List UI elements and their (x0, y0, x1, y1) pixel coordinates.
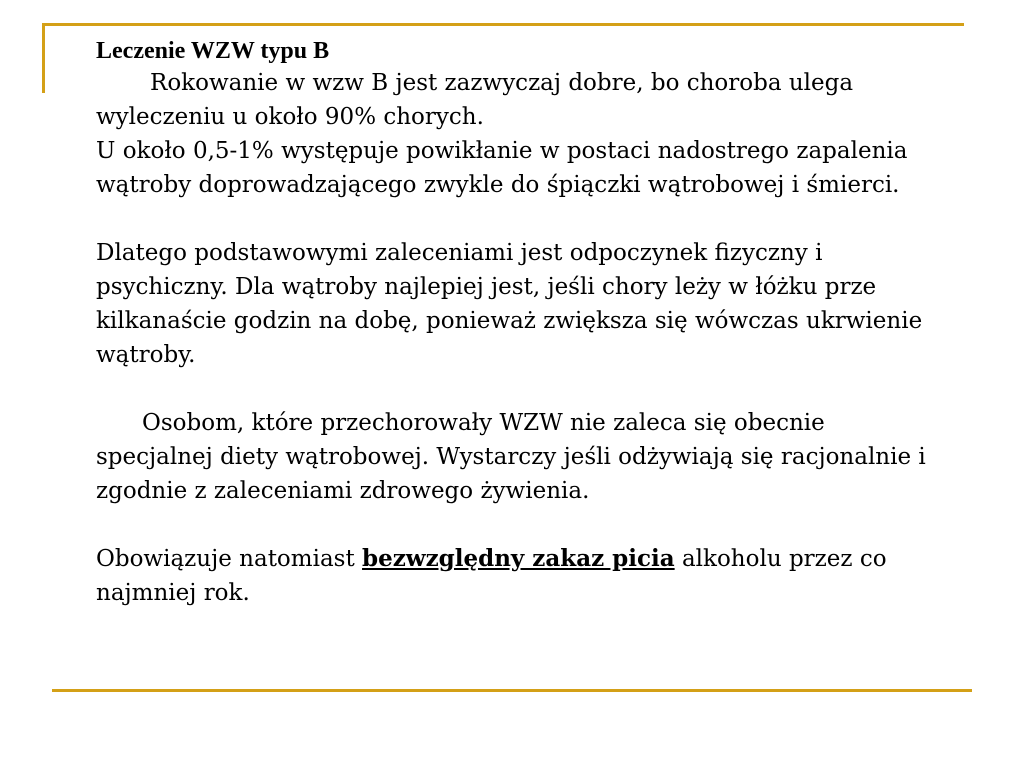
paragraph-recommendations: Dlatego podstawowymi zaleceniami jest odpoczynek fizyczny i psychiczny. Dla wątroby najlepiej jest, jeśli chory leży w łóżku prze kilkanaście godzin na dobę, ponieważ zwiększa się wówczas ukrwienie wątroby. (96, 240, 923, 368)
paragraph-alcohol-lead: Obowiązuje natomiast (96, 546, 363, 572)
paragraph-alcohol (96, 542, 936, 610)
alcohol-ban-emphasis: bezwzględny zakaz picia (362, 545, 675, 572)
paragraph-alcohol-tail: alkoholu przez co najmniej rok. (96, 546, 887, 606)
paragraph-gap (96, 372, 936, 406)
paragraph-prognosis-text: Rokowanie w wzw B jest zazwyczaj dobre, bo choroba ulega wyleczeniu u około 90% chorych. (96, 70, 854, 130)
paragraph-gap (96, 508, 936, 542)
paragraph-diet (96, 406, 936, 508)
left-accent-line (42, 23, 45, 93)
slide-title: Leczenie WZW typu B (96, 38, 330, 64)
top-accent-line (42, 23, 964, 26)
paragraph-prognosis (96, 66, 936, 134)
paragraph-gap (96, 202, 936, 236)
slide-body (96, 36, 936, 610)
paragraph-diet-text: Osobom, które przechorowały WZW nie zaleca się obecnie specjalnej diety wątrobowej. Wystarczy jeśli odżywiają się racjonalnie i zgodnie z zaleceniami zdrowego żywienia. (96, 410, 926, 504)
bottom-accent-line (52, 689, 972, 692)
paragraph-complication: U około 0,5-1% występuje powikłanie w postaci nadostrego zapalenia wątroby doprowadzającego zwykle do śpiączki wątrobowej i śmierci. (96, 138, 908, 198)
